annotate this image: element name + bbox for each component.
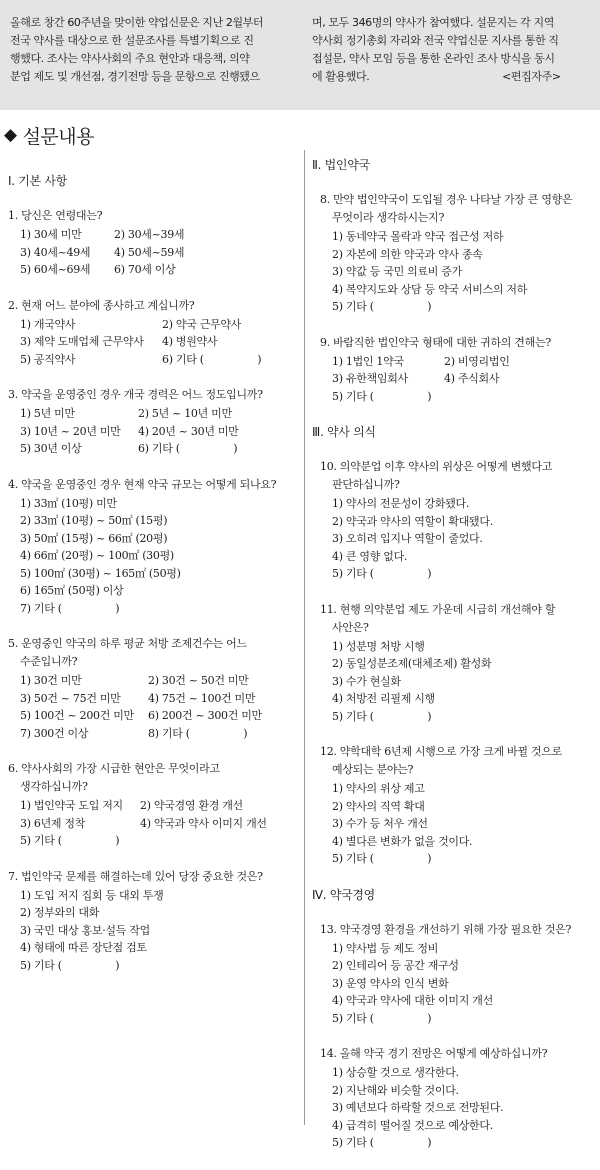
survey-question xyxy=(8,386,298,458)
answer-options xyxy=(8,495,298,618)
editor-note: <편집자주> xyxy=(502,70,561,83)
question-text: 1. 당신은 연령대는? xyxy=(8,209,103,222)
diamond-icon: ◆ xyxy=(4,125,17,145)
intro-box xyxy=(0,0,600,110)
answer-option: 5) 공직약사 xyxy=(20,352,76,366)
answer-option: 7) 기타 ( ) xyxy=(20,601,120,615)
answer-option: 3) 국민 대상 홍보·설득 작업 xyxy=(20,923,150,937)
question-text: 판단하십니까? xyxy=(332,478,400,491)
answer-option: 5) 기타 ( ) xyxy=(20,834,120,847)
answer-option: 7) 300건 이상 xyxy=(20,726,89,740)
answer-option: 3) 예년보다 하락할 것으로 전망된다. xyxy=(332,1101,504,1114)
survey-question xyxy=(8,760,298,850)
answer-option: 3) 수가 현실화 xyxy=(332,674,401,688)
answer-option: 1) 개국약사 xyxy=(20,317,76,331)
answer-option: 5) 기타 ( ) xyxy=(20,958,120,972)
question-text: 9. 바람직한 법인약국 형태에 대한 귀하의 견해는? xyxy=(320,335,551,349)
intro-line: 에 활용했다. xyxy=(312,70,370,83)
question-text: 11. 현행 의약분업 제도 가운데 시급히 개선해야 할 xyxy=(320,602,556,616)
answer-option: 4) 별다른 변화가 없을 것이다. xyxy=(332,834,473,848)
answer-options xyxy=(312,353,596,406)
answer-option: 5) 기타 ( ) xyxy=(332,389,432,403)
question-text: 3. 약국을 운영중인 경우 개국 경력은 어느 정도입니까? xyxy=(8,388,263,401)
intro-line: 분업 제도 및 개선점, 경기전망 등을 문항으로 진행됐으 xyxy=(10,70,260,83)
section-title-text: 설문내용 xyxy=(22,126,94,148)
answer-options xyxy=(8,405,298,458)
answer-options xyxy=(8,226,298,279)
survey-question xyxy=(8,297,298,369)
question-text: 6. 약사사회의 가장 시급한 현안은 무엇이라고 xyxy=(8,762,220,775)
question-text: 5. 운영중인 약국의 하루 평균 처방 조제건수는 어느 xyxy=(8,637,247,650)
answer-option: 5) 기타 ( ) xyxy=(332,300,432,313)
answer-option: 5) 60세~69세 xyxy=(20,263,91,276)
answer-option: 5) 100㎡ (30평) ~ 165㎡ (50평) xyxy=(20,566,181,580)
answer-option: 4) 복약지도와 상담 등 약국 서비스의 저하 xyxy=(332,282,528,296)
answer-option: 5) 30년 이상 xyxy=(20,442,82,455)
answer-options xyxy=(312,780,596,868)
answer-option: 4) 20년 ~ 30년 미만 xyxy=(138,424,239,438)
answer-option: 1) 5년 미만 xyxy=(20,407,75,420)
answer-option: 2) 자본에 의한 약국과 약사 종속 xyxy=(332,247,483,261)
answer-option: 3) 10년 ~ 20년 미만 xyxy=(20,424,121,438)
survey-question xyxy=(312,743,596,868)
intro-line: 전국 약사를 대상으로 한 설문조사를 특별기획으로 진 xyxy=(10,34,254,47)
answer-option: 4) 병원약사 xyxy=(162,335,218,348)
answer-option: 1) 33㎡ (10평) 미만 xyxy=(20,496,117,510)
answer-option: 1) 약사의 전문성이 강화됐다. xyxy=(332,497,470,510)
answer-option: 4) 급격히 떨어질 것으로 예상한다. xyxy=(332,1118,493,1132)
answer-option: 8) 기타 ( ) xyxy=(148,726,248,740)
intro-left-column xyxy=(10,14,263,86)
intro-line: 약사회 정기총회 자리와 전국 약업신문 지사를 통한 직 xyxy=(312,34,559,47)
answer-option: 2) 5년 ~ 10년 미만 xyxy=(138,407,232,420)
survey-question xyxy=(8,635,298,742)
answer-option: 1) 도입 저지 집회 등 대외 투쟁 xyxy=(20,888,164,902)
answer-option: 4) 처방전 리필제 시행 xyxy=(332,692,435,705)
answer-option: 1) 성분명 처방 시행 xyxy=(332,639,425,653)
answer-option: 3) 6년제 정착 xyxy=(20,816,86,830)
question-text: 생각하십니까? xyxy=(20,780,88,793)
section-title xyxy=(4,122,94,149)
answer-option: 1) 30세 미만 xyxy=(20,228,82,241)
question-text: 13. 약국경영 환경을 개선하기 위해 가장 필요한 것은? xyxy=(320,922,572,936)
answer-option: 2) 30세~39세 xyxy=(114,228,185,241)
answer-option: 1) 약사의 위상 제고 xyxy=(332,782,425,795)
answer-option: 5) 기타 ( ) xyxy=(332,852,432,865)
answer-options xyxy=(312,1064,596,1152)
answer-option: 3) 50㎡ (15평) ~ 66㎡ (20평) xyxy=(20,531,168,545)
answer-option: 2) 지난해와 비슷할 것이다. xyxy=(332,1083,459,1097)
survey-question xyxy=(8,868,298,975)
column-divider xyxy=(304,150,305,1125)
answer-options xyxy=(312,495,596,583)
answer-option: 2) 약국 근무약사 xyxy=(162,317,242,331)
question-text: 10. 의약분업 이후 약사의 위상은 어떻게 변했다고 xyxy=(320,460,552,473)
answer-option: 1) 약사법 등 제도 정비 xyxy=(332,941,439,955)
survey-question xyxy=(8,476,298,618)
answer-option: 2) 약국과 약사의 역할이 확대됐다. xyxy=(332,514,493,528)
intro-right-column xyxy=(312,14,559,86)
answer-option: 3) 약값 등 국민 의료비 증가 xyxy=(332,265,462,278)
answer-option: 5) 기타 ( ) xyxy=(332,1011,432,1025)
survey-question xyxy=(312,601,596,726)
question-text: 4. 약국을 운영중인 경우 현재 약국 규모는 어떻게 되나요? xyxy=(8,477,277,491)
question-text: 2. 현재 어느 분야에 종사하고 계십니까? xyxy=(8,298,195,312)
answer-option: 5) 100건 ~ 200건 미만 xyxy=(20,709,134,722)
answer-option: 4) 약국과 약사에 대한 이미지 개선 xyxy=(332,994,493,1007)
answer-option: 2) 약사의 직역 확대 xyxy=(332,799,425,813)
intro-line: 올해로 창간 60주년을 맞이한 약업신문은 지난 2월부터 xyxy=(10,16,264,29)
answer-options xyxy=(8,672,298,742)
answer-options xyxy=(8,887,298,975)
answer-option: 4) 형태에 따른 장단점 검토 xyxy=(20,941,147,954)
answer-option: 3) 40세~49세 xyxy=(20,245,91,259)
answer-options xyxy=(8,316,298,369)
answer-option: 1) 1법인 1약국 xyxy=(332,354,404,368)
survey-question xyxy=(312,334,596,406)
answer-option: 4) 66㎡ (20평) ~ 100㎡ (30평) xyxy=(20,549,174,562)
survey-question xyxy=(312,191,596,316)
answer-option: 4) 큰 영향 없다. xyxy=(332,549,408,563)
question-text: 12. 약학대학 6년제 시행으로 가장 크게 바뀔 것으로 xyxy=(320,745,562,758)
answer-options xyxy=(8,797,298,850)
answer-option: 4) 주식회사 xyxy=(444,372,500,385)
answer-option: 5) 기타 ( ) xyxy=(332,1136,432,1149)
question-text: 7. 법인약국 문제를 해결하는데 있어 당장 중요한 것은? xyxy=(8,869,263,883)
answer-option: 3) 제약 도매업체 근무약사 xyxy=(20,335,144,348)
survey-question xyxy=(312,458,596,583)
answer-option: 2) 인테리어 등 공간 재구성 xyxy=(332,959,459,972)
answer-option: 2) 동일성분조제(대체조제) 활성화 xyxy=(332,657,492,670)
right-column xyxy=(312,156,596,1170)
part-title: Ⅲ. 약사 의식 xyxy=(312,425,376,439)
intro-last-line xyxy=(312,68,559,86)
question-text: 14. 올해 약국 경기 전망은 어떻게 예상하십니까? xyxy=(320,1047,548,1060)
left-column xyxy=(8,172,298,992)
survey-question xyxy=(8,207,298,279)
answer-option: 2) 비영리법인 xyxy=(444,354,510,368)
answer-option: 6) 165㎡ (50평) 이상 xyxy=(20,584,124,597)
part-title: Ⅳ. 약국경영 xyxy=(312,887,375,902)
answer-option: 5) 기타 ( ) xyxy=(332,709,432,723)
answer-option: 1) 상승할 것으로 생각한다. xyxy=(332,1066,459,1079)
survey-question xyxy=(312,1045,596,1152)
part-title: Ⅰ. 기본 사항 xyxy=(8,174,67,188)
answer-option: 6) 기타 ( ) xyxy=(162,352,262,366)
answer-option: 3) 오히려 입지나 역할이 줄었다. xyxy=(332,532,483,545)
answer-option: 1) 30건 미만 xyxy=(20,674,82,687)
answer-option: 2) 약국경영 환경 개선 xyxy=(140,799,243,812)
answer-option: 2) 30건 ~ 50건 미만 xyxy=(148,674,249,687)
question-text: 사안은? xyxy=(332,620,369,634)
answer-option: 3) 유한책임회사 xyxy=(332,372,408,385)
intro-line: 며, 모두 346명의 약사가 참여했다. 설문지는 각 지역 xyxy=(312,16,554,29)
answer-option: 3) 50건 ~ 75건 미만 xyxy=(20,691,121,705)
answer-options xyxy=(312,940,596,1028)
answer-option xyxy=(140,832,298,850)
answer-option: 4) 75건 ~ 100건 미만 xyxy=(148,691,256,705)
answer-option: 2) 정부와의 대화 xyxy=(20,906,100,919)
answer-option: 5) 기타 ( ) xyxy=(332,567,432,580)
answer-option: 2) 33㎡ (10평) ~ 50㎡ (15평) xyxy=(20,514,168,527)
answer-option: 1) 법인약국 도입 저지 xyxy=(20,799,123,812)
answer-options xyxy=(312,228,596,316)
answer-option: 3) 운영 약사의 인식 변화 xyxy=(332,976,449,990)
question-text: 8. 만약 법인약국이 도입될 경우 나타날 가장 큰 영향은 xyxy=(320,193,573,206)
part-title: Ⅱ. 법인약국 xyxy=(312,158,370,172)
intro-line: 행했다. 조사는 약사사회의 주요 현안과 대응책, 의약 xyxy=(10,52,250,65)
question-text: 무엇이라 생각하시는지? xyxy=(332,211,445,224)
answer-option: 6) 200건 ~ 300건 미만 xyxy=(148,709,262,722)
answer-option: 6) 70세 이상 xyxy=(114,263,176,276)
survey-question xyxy=(312,921,596,1028)
intro-line: 접설문, 약사 모임 등을 통한 온라인 조사 방식을 동시 xyxy=(312,52,555,65)
answer-option: 4) 약국과 약사 이미지 개선 xyxy=(140,816,267,830)
answer-option: 3) 수가 등 처우 개선 xyxy=(332,817,428,830)
question-text: 수준입니까? xyxy=(20,655,78,668)
answer-options xyxy=(312,638,596,726)
answer-option: 6) 기타 ( ) xyxy=(138,442,238,455)
question-text: 예상되는 분야는? xyxy=(332,763,414,776)
answer-option: 4) 50세~59세 xyxy=(114,245,185,259)
answer-option xyxy=(444,388,596,406)
answer-option: 1) 동네약국 몰락과 약국 접근성 저하 xyxy=(332,230,504,243)
